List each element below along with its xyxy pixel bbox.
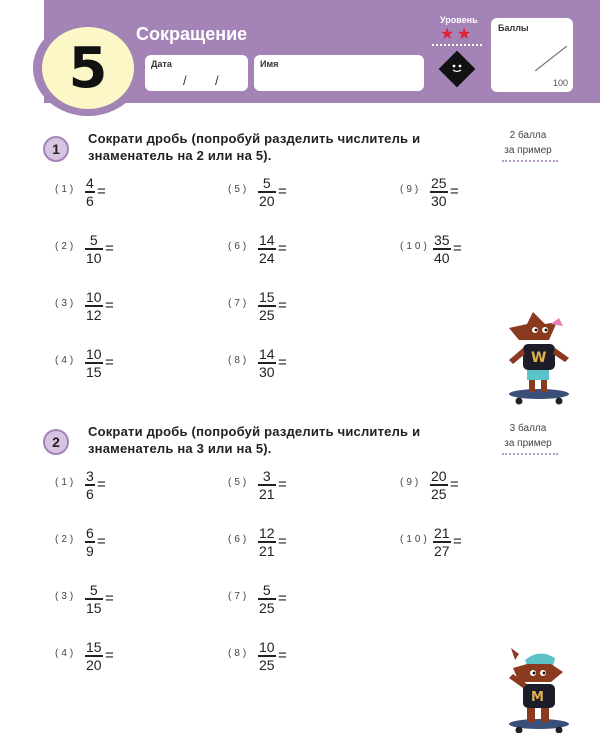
fraction	[258, 233, 276, 265]
exercise	[55, 640, 175, 674]
fraction	[85, 290, 103, 322]
fraction	[430, 469, 448, 501]
svg-text:M: M	[531, 690, 544, 705]
exercise	[228, 526, 348, 560]
exercise-label: (4)	[55, 648, 77, 659]
fraction-numerator: 20	[431, 468, 447, 484]
fraction-numerator: 5	[262, 582, 271, 598]
exercise-label: (6)	[228, 241, 250, 252]
fraction-numerator: 10	[86, 289, 102, 305]
score-box[interactable]	[491, 18, 573, 92]
exercise-label: (1)	[55, 477, 77, 488]
fraction-numerator: 15	[259, 289, 275, 305]
exercise	[400, 526, 520, 560]
fraction-denominator: 25	[259, 306, 275, 323]
score-label: Баллы	[498, 23, 529, 33]
points-value: 2 балла	[509, 130, 547, 141]
wolf-skateboard-illustration	[505, 648, 575, 733]
exercise	[55, 526, 175, 560]
equals-sign: =	[97, 476, 106, 493]
fraction	[85, 583, 103, 615]
task-number: 1	[43, 136, 69, 162]
fraction-numerator: 25	[431, 175, 447, 191]
fraction	[85, 526, 95, 558]
wolf-skateboard-illustration	[505, 310, 575, 405]
equals-sign: =	[97, 533, 106, 550]
exercise-label: (8)	[228, 355, 250, 366]
date-slash: /	[183, 73, 187, 88]
fraction	[85, 176, 95, 208]
score-max: 100	[553, 78, 569, 88]
exercise-label: (5)	[228, 184, 250, 195]
task-instruction: Сократи дробь (попробуй разделить числитель и знаменатель на 3 или на 5).	[88, 424, 421, 456]
fraction	[85, 233, 103, 265]
fraction-denominator: 12	[86, 306, 102, 323]
exercise-label: (7)	[228, 298, 250, 309]
fraction-numerator: 5	[89, 232, 98, 248]
fraction	[258, 290, 276, 322]
level-divider	[432, 44, 482, 46]
fraction-denominator: 20	[259, 192, 275, 209]
exercise-label: (10)	[400, 241, 430, 252]
exercise-label: (3)	[55, 591, 77, 602]
exercise-label: (8)	[228, 648, 250, 659]
points-divider	[502, 453, 558, 455]
equals-sign: =	[450, 183, 459, 200]
fraction-denominator: 9	[86, 542, 94, 559]
fraction-denominator: 6	[86, 192, 94, 209]
date-field[interactable]	[145, 55, 248, 91]
fraction-numerator: 12	[259, 525, 275, 541]
fraction-denominator: 10	[86, 249, 102, 266]
equals-sign: =	[105, 354, 114, 371]
fraction	[258, 176, 276, 208]
fraction	[433, 526, 451, 558]
fraction	[258, 526, 276, 558]
worksheet-number: 5	[42, 27, 134, 109]
face-icon	[449, 60, 465, 76]
fraction	[258, 347, 276, 379]
fraction-denominator: 40	[434, 249, 450, 266]
fraction-denominator: 15	[86, 363, 102, 380]
fraction-denominator: 25	[259, 599, 275, 616]
name-label: Имя	[260, 59, 279, 69]
fraction	[258, 640, 276, 672]
fraction	[258, 469, 276, 501]
equals-sign: =	[105, 590, 114, 607]
fraction-denominator: 15	[86, 599, 102, 616]
exercise	[55, 469, 175, 503]
points-unit: за пример	[504, 145, 552, 156]
fraction-numerator: 10	[86, 346, 102, 362]
fraction-numerator: 6	[86, 525, 94, 541]
fraction	[430, 176, 448, 208]
fraction	[258, 583, 276, 615]
exercise-label: (1)	[55, 184, 77, 195]
exercise-label: (3)	[55, 298, 77, 309]
score-divider	[535, 46, 567, 71]
exercise	[228, 640, 348, 674]
page-title: Сокращение	[136, 24, 248, 44]
exercise	[55, 233, 175, 267]
fraction-denominator: 21	[259, 485, 275, 502]
fraction-denominator: 6	[86, 485, 94, 502]
equals-sign: =	[278, 647, 287, 664]
fraction	[85, 640, 103, 672]
equals-sign: =	[453, 240, 462, 257]
fraction	[85, 347, 103, 379]
equals-sign: =	[278, 354, 287, 371]
exercise-label: (4)	[55, 355, 77, 366]
equals-sign: =	[278, 476, 287, 493]
exercise	[400, 233, 520, 267]
equals-sign: =	[105, 297, 114, 314]
task-number: 2	[43, 429, 69, 455]
fraction-denominator: 20	[86, 656, 102, 673]
exercise	[228, 469, 348, 503]
fraction-numerator: 14	[259, 346, 275, 362]
fraction-denominator: 24	[259, 249, 275, 266]
task-instruction: Сократи дробь (попробуй разделить числитель и знаменатель на 2 или на 5).	[88, 131, 421, 163]
fraction-numerator: 5	[89, 582, 98, 598]
exercise-label: (9)	[400, 184, 422, 195]
fraction-denominator: 30	[259, 363, 275, 380]
name-field[interactable]	[254, 55, 424, 91]
level-star-icon: ★	[440, 26, 455, 43]
fraction	[85, 469, 95, 501]
exercise	[228, 583, 348, 617]
equals-sign: =	[278, 533, 287, 550]
points-value: 3 балла	[509, 423, 547, 434]
fraction-numerator: 3	[86, 468, 94, 484]
equals-sign: =	[278, 297, 287, 314]
level-star-icon: ★	[457, 26, 472, 43]
svg-text:W: W	[531, 350, 547, 366]
equals-sign: =	[278, 240, 287, 257]
exercise	[228, 347, 348, 381]
exercise	[55, 290, 175, 324]
fraction-denominator: 25	[431, 485, 447, 502]
fraction-numerator: 5	[262, 175, 271, 191]
fraction-numerator: 14	[259, 232, 275, 248]
level-label: Уровень	[440, 15, 478, 25]
exercise	[55, 583, 175, 617]
equals-sign: =	[450, 476, 459, 493]
exercise	[55, 176, 175, 210]
exercise-label: (7)	[228, 591, 250, 602]
equals-sign: =	[278, 183, 287, 200]
exercise	[55, 347, 175, 381]
fraction	[433, 233, 451, 265]
exercise	[228, 290, 348, 324]
exercise	[228, 233, 348, 267]
equals-sign: =	[105, 240, 114, 257]
exercise	[400, 469, 520, 503]
task-points	[500, 421, 556, 451]
points-divider	[502, 160, 558, 162]
equals-sign: =	[278, 590, 287, 607]
exercise-label: (5)	[228, 477, 250, 488]
task-points	[500, 128, 556, 158]
exercise-label: (2)	[55, 534, 77, 545]
exercise-label: (9)	[400, 477, 422, 488]
equals-sign: =	[97, 183, 106, 200]
exercise-label: (2)	[55, 241, 77, 252]
fraction-numerator: 10	[259, 639, 275, 655]
points-unit: за пример	[504, 438, 552, 449]
equals-sign: =	[453, 533, 462, 550]
equals-sign: =	[105, 647, 114, 664]
exercise-label: (6)	[228, 534, 250, 545]
fraction-numerator: 4	[86, 175, 94, 191]
fraction-denominator: 25	[259, 656, 275, 673]
fraction-denominator: 21	[259, 542, 275, 559]
date-label: Дата	[151, 59, 172, 69]
exercise-label: (10)	[400, 534, 430, 545]
exercise	[228, 176, 348, 210]
fraction-numerator: 35	[434, 232, 450, 248]
date-slash: /	[215, 73, 219, 88]
fraction-numerator: 15	[86, 639, 102, 655]
exercise	[400, 176, 520, 210]
fraction-numerator: 3	[262, 468, 271, 484]
fraction-denominator: 30	[431, 192, 447, 209]
fraction-denominator: 27	[434, 542, 450, 559]
fraction-numerator: 21	[434, 525, 450, 541]
